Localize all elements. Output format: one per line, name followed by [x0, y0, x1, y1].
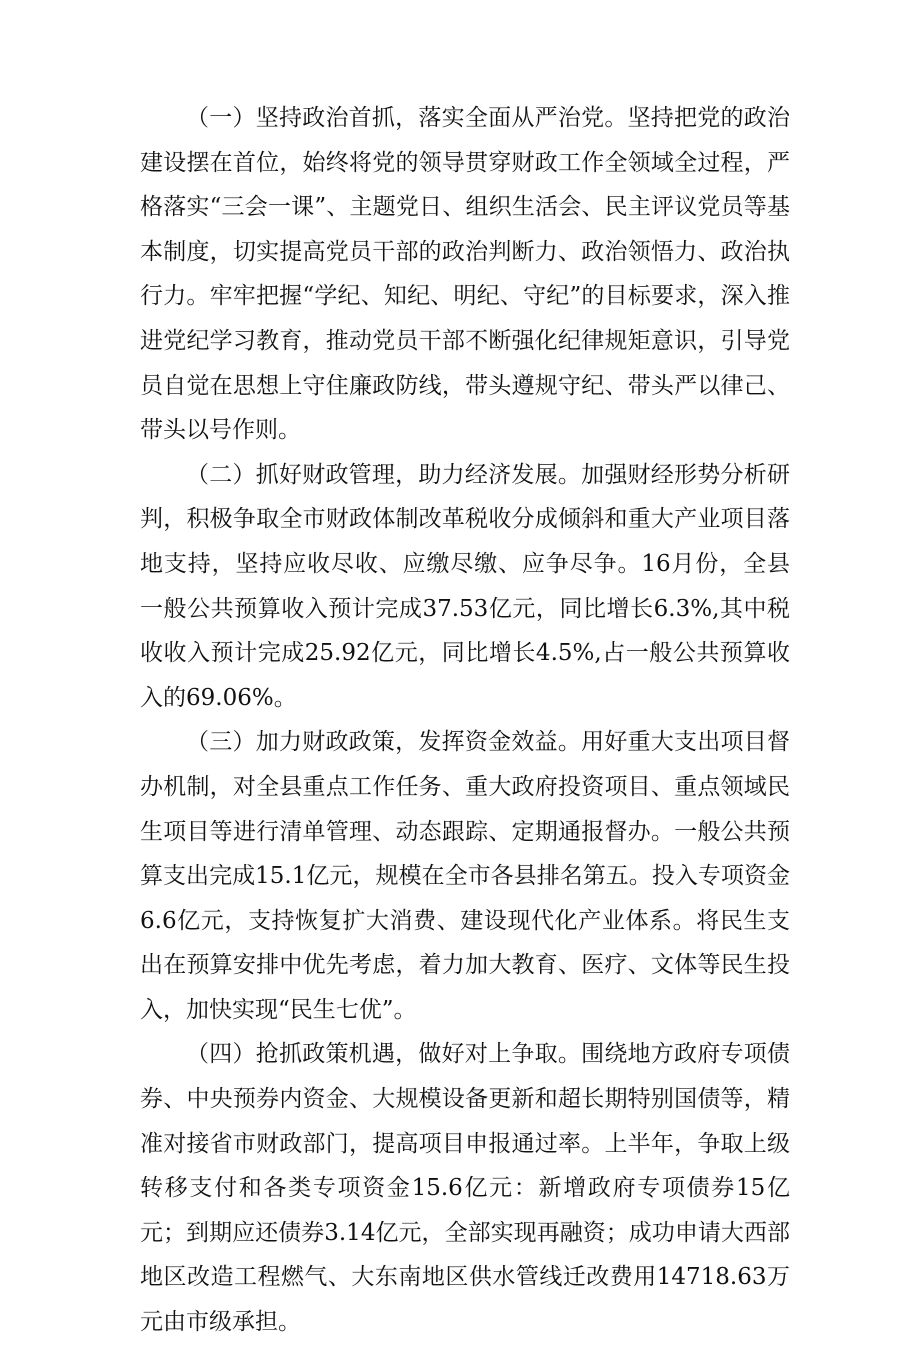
paragraph-party-building: （一）坚持政治首抓，落实全面从严治党。坚持把党的政治建设摆在首位，始终将党的领导贯穿财政工作全领域全过程，严格落实“三会一课”、主题党日、组织生活会、民主评议党员等基本制度，切实提高党员干部的政治判断力、政治领悟力、政治执行力。牢牢把握“学纪、知纪、明纪、守纪”的目标要求，深入推进党纪学习教育，推动党员干部不断强化纪律规矩意识，引导党员自觉在思想上守住廉政防线，带头遵规守纪、带头严以律己、带头以号作则。 [140, 105, 790, 444]
paragraph-fiscal-management: （二）抓好财政管理，助力经济发展。加强财经形势分析研判，积极争取全市财政体制改革税收分成倾斜和重大产业项目落地支持，坚持应收尽收、应缴尽缴、应争尽争。16月份，全县一般公共预算收入预计完成37.53亿元，同比增长6.3%,其中税收收入预计完成25.92亿元，同比增长4.5%,占一般公共预算收入的69.06%。 [140, 461, 790, 711]
paragraph-policy-opportunities: （四）抢抓政策机遇，做好对上争取。围绕地方政府专项债券、中央预券内资金、大规模设备更新和超长期特别国债等，精准对接省市财政部门，提高项目申报通过率。上半年，争取上级转移支付和各类专项资金15.6亿元：新增政府专项债券15亿元；到期应还债券3.14亿元，全部实现再融资；成功申请大西部地区改造工程燃气、大东南地区供水管线迁改费用14718.63万元由市级承担。 [140, 1041, 790, 1336]
document-body [140, 96, 790, 1345]
paragraph-fiscal-policy: （三）加力财政政策，发挥资金效益。用好重大支出项目督办机制，对全县重点工作任务、重大政府投资项目、重点领域民生项目等进行清单管理、动态跟踪、定期通报督办。一般公共预算支出完成15.1亿元，规模在全市各县排名第五。投入专项资金6.6亿元，支持恢复扩大消费、建设现代化产业体系。将民生支出在预算安排中优先考虑，着力加大教育、医疗、文体等民生投入，加快实现“民生七优”。 [140, 729, 790, 1023]
